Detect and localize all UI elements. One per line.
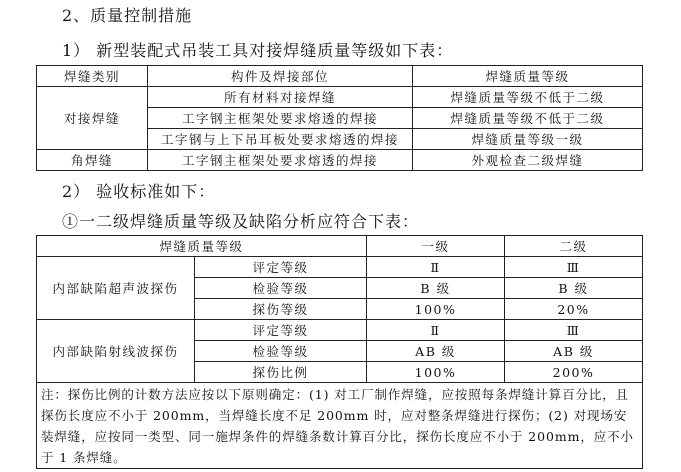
level-2-value: Ⅲ [505, 320, 643, 341]
table-note: 注：探伤比例的计数方法应按以下原则确定：(1) 对工厂制作焊缝，应按照每条焊缝计算百分比，且探伤长度应不小于 200mm，当焊缝长度不足 200mm 时，应对整条焊缝进行探伤；(2) 对现场安装焊缝，应按同一类型、同一施焊条件的焊缝条数计算百分比，探伤长度应不小于 200mm，应不小于 1 条焊缝。 [37, 383, 643, 469]
table-row [37, 320, 643, 341]
header-weld-category: 焊缝类别 [37, 66, 148, 87]
inspection-item-cell: 检验等级 [195, 341, 367, 362]
table-row [37, 87, 643, 108]
header-level-2: 二级 [505, 236, 643, 257]
level-1-value: Ⅱ [367, 257, 505, 278]
inspection-item-cell: 评定等级 [195, 257, 367, 278]
table2-title: 2） 验收标准如下： [62, 182, 216, 201]
component-part-cell: 工字钢与上下吊耳板处要求熔透的焊接 [148, 129, 413, 150]
component-part-cell: 工字钢主框架处要求熔透的焊接 [148, 108, 413, 129]
level-2-value: B 级 [505, 278, 643, 299]
weld-category-cell: 角焊缝 [37, 150, 148, 171]
inspection-standard-table [36, 235, 643, 469]
table-header-row [37, 236, 643, 257]
level-1-value: B 级 [367, 278, 505, 299]
quality-grade-cell: 焊缝质量等级不低于二级 [413, 108, 643, 129]
inspection-item-cell: 检验等级 [195, 278, 367, 299]
inspection-method-cell: 内部缺陷超声波探伤 [37, 257, 195, 320]
table2-subtitle: ①一二级焊缝质量等级及缺陷分析应符合下表： [62, 212, 420, 231]
header-level-1: 一级 [367, 236, 505, 257]
quality-grade-cell: 焊缝质量等级一级 [413, 129, 643, 150]
table-row [37, 150, 643, 171]
header-weld-quality-level: 焊缝质量等级 [37, 236, 367, 257]
weld-category-cell: 对接焊缝 [37, 87, 148, 150]
component-part-cell: 所有材料对接焊缝 [148, 87, 413, 108]
note-row [37, 383, 643, 469]
level-2-value: 200% [505, 362, 643, 383]
component-part-cell: 工字钢主框架处要求熔透的焊接 [148, 150, 413, 171]
table-row [37, 257, 643, 278]
section-heading: 2、质量控制措施 [62, 6, 193, 25]
table1-title: 1） 新型装配式吊装工具对接焊缝质量等级如下表： [62, 41, 454, 60]
level-1-value: Ⅱ [367, 320, 505, 341]
inspection-item-cell: 探伤比例 [195, 362, 367, 383]
level-1-value: 100% [367, 362, 505, 383]
header-component-part: 构件及焊接部位 [148, 66, 413, 87]
level-2-value: 20% [505, 299, 643, 320]
level-2-value: Ⅲ [505, 257, 643, 278]
weld-category-table [36, 65, 643, 171]
level-2-value: AB 级 [505, 341, 643, 362]
inspection-item-cell: 探伤等级 [195, 299, 367, 320]
inspection-item-cell: 评定等级 [195, 320, 367, 341]
inspection-method-cell: 内部缺陷射线波探伤 [37, 320, 195, 383]
level-1-value: AB 级 [367, 341, 505, 362]
level-1-value: 100% [367, 299, 505, 320]
header-quality-grade: 焊缝质量等级 [413, 66, 643, 87]
quality-grade-cell: 外观检查二级焊缝 [413, 150, 643, 171]
quality-grade-cell: 焊缝质量等级不低于二级 [413, 87, 643, 108]
table-header-row [37, 66, 643, 87]
